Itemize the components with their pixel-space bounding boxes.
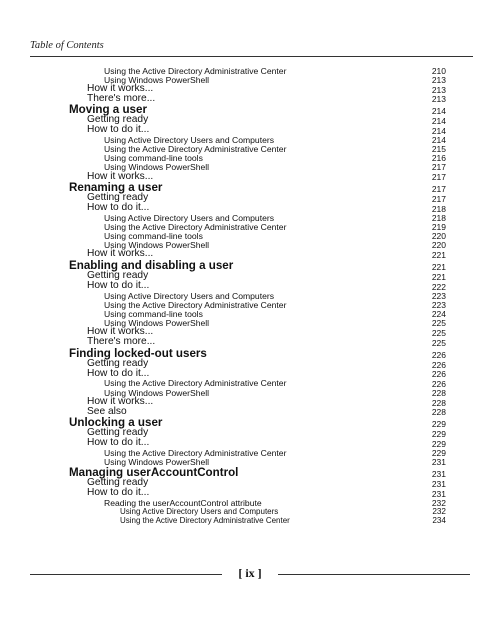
toc-entry[interactable] [0,145,500,154]
toc-entry-page: 225 [431,318,446,329]
toc-entry[interactable] [0,116,500,126]
toc-entry[interactable] [0,204,500,214]
toc-entry[interactable] [0,260,500,272]
toc-entry-page: 221 [431,261,446,272]
toc-entry-page: 213 [431,84,446,95]
toc-entry-title: Using the Active Directory Administrative Center [104,299,287,310]
toc-entry-title: How it works... [87,170,154,182]
toc-entry-title: Getting ready [87,114,149,126]
toc-entry-page: 231 [431,469,446,479]
toc-entry[interactable] [0,163,500,172]
toc-entry-page: 217 [431,162,446,173]
toc-entry[interactable] [0,388,500,397]
toc-entry-title: Using Windows PowerShell [104,457,210,468]
toc-entry[interactable] [0,291,500,300]
toc-entry[interactable] [0,449,500,458]
toc-entry-title: Getting ready [87,192,149,204]
toc-entry-title: Moving a user [69,103,147,117]
toc-entry[interactable] [0,397,500,407]
toc-entry[interactable] [0,222,500,231]
toc-entry-page: 214 [431,116,446,127]
toc-entry-title: There's more... [87,336,156,348]
toc-entry-page: 217 [431,172,446,183]
toc-entry-page: 219 [431,222,446,233]
toc-entry-page: 232 [432,507,446,517]
toc-entry-page: 225 [431,328,446,338]
toc-entry[interactable] [0,154,500,163]
toc-entry[interactable] [0,516,500,525]
toc-entry-title: Using the Active Directory Administrative Center [104,221,287,232]
toc-entry-page: 229 [431,448,446,459]
toc-entry-title: Using Windows PowerShell [104,387,210,398]
toc-entry[interactable] [0,104,500,116]
toc-entry-title: How it works... [87,326,154,338]
footer-rule-right [278,574,470,575]
toc-entry-page: 213 [431,94,446,105]
toc-entry-page: 231 [431,457,446,468]
toc-entry[interactable] [0,75,500,84]
toc-entry[interactable] [0,359,500,369]
toc-entry-page: 217 [431,194,446,204]
toc-entry-title: How to do it... [87,367,150,379]
toc-entry[interactable] [0,498,500,507]
toc-entry[interactable] [0,467,500,479]
toc-entry-page: 228 [431,397,446,408]
toc-entry[interactable] [0,66,500,75]
toc-entry-title: How to do it... [87,202,150,214]
toc-entry-page: 210 [431,65,446,76]
toc-entry[interactable] [0,281,500,291]
toc-entry-title: Using Windows PowerShell [104,240,210,251]
toc-entry[interactable] [0,319,500,328]
page-number: [ ix ] [238,566,262,580]
toc-entry[interactable] [0,271,500,281]
toc-entry-page: 223 [431,290,446,301]
toc-entry-page: 225 [431,337,446,348]
toc-entry-title: Using the Active Directory Administrative Center [104,144,287,155]
toc-entry-page: 220 [431,231,446,242]
toc-entry-title: Getting ready [87,427,149,439]
toc-entry-title: Using the Active Directory Administrative Center [104,448,287,459]
toc-entry-page: 224 [431,309,446,320]
toc-entry-page: 213 [431,74,446,85]
toc-entry-title: Unlocking a user [69,416,163,430]
toc-entry-title: Using Windows PowerShell [104,74,210,85]
toc-entry-page: 232 [431,497,446,508]
toc-entry-page: 231 [431,478,446,489]
toc-entry[interactable] [0,338,500,348]
toc-entry-page: 229 [431,419,446,430]
toc-entry-title: Using Windows PowerShell [104,162,210,173]
toc-entry-page: 226 [431,369,446,380]
toc-entry-title: Getting ready [87,270,149,282]
toc-entry-title: Getting ready [87,357,149,369]
toc-list [0,66,500,525]
toc-entry-title: Using Windows PowerShell [104,318,210,329]
toc-entry[interactable] [0,488,500,498]
toc-entry-title: Using Active Directory Users and Computers [104,212,275,223]
toc-entry-title: How to do it... [87,487,150,499]
toc-entry-title: See also [87,405,127,417]
toc-entry-page: 223 [431,299,446,310]
toc-entry-page: 217 [431,184,446,195]
toc-entry-title: How to do it... [87,124,150,136]
toc-entry-title: There's more... [87,92,156,104]
toc-entry-title: Using command-line tools [104,153,203,164]
toc-entry-title: Using command-line tools [104,231,203,242]
page-footer [30,566,470,582]
toc-entry-page: 229 [431,439,446,450]
toc-entry-page: 214 [431,135,446,146]
toc-entry-title: How to do it... [87,437,150,449]
toc-entry[interactable] [0,507,500,516]
toc-entry-page: 218 [431,212,446,223]
toc-entry[interactable] [0,347,500,359]
toc-entry-title: Using Active Directory Users and Computers [104,135,275,146]
toc-entry-title: How it works... [87,395,154,407]
toc-entry[interactable] [0,241,500,250]
toc-entry-title: Using command-line tools [104,308,203,319]
toc-entry-title: Using Active Directory Users and Computers [104,290,275,301]
toc-entry-page: 231 [431,488,446,499]
toc-entry-page: 220 [431,240,446,251]
toc-entry-page: 214 [431,126,446,137]
running-head: Table of Contents [30,40,104,51]
toc-entry[interactable] [0,429,500,439]
toc-entry-title: How to do it... [87,280,150,292]
header-rule [30,56,473,57]
toc-entry-page: 228 [431,407,446,418]
toc-entry-page: 228 [431,387,446,398]
toc-entry[interactable] [0,300,500,309]
toc-entry-title: Managing userAccountControl [69,465,239,479]
toc-entry-page: 226 [431,378,446,389]
toc-entry-title: Enabling and disabling a user [69,258,234,272]
toc-entry-page: 221 [431,250,446,261]
toc-entry-title: How it works... [87,248,154,260]
toc-entry[interactable] [0,182,500,194]
toc-entry[interactable] [0,194,500,204]
toc-entry[interactable] [0,379,500,388]
toc-entry[interactable] [0,328,500,338]
toc-entry-title: Using Active Directory Users and Computers [120,507,279,517]
toc-entry-title: Getting ready [87,477,149,489]
toc-entry-page: 226 [431,349,446,360]
toc-entry[interactable] [0,417,500,429]
toc-entry[interactable] [0,232,500,241]
toc-entry-page: 222 [431,281,446,292]
toc-entry-page: 221 [431,271,446,282]
toc-entry-page: 215 [431,144,446,155]
toc-entry[interactable] [0,309,500,318]
toc-entry-title: Using the Active Directory Administrative Center [104,65,287,76]
toc-entry-title: Reading the userAccountControl attribute [104,497,262,508]
toc-entry-title: Finding locked-out users [69,346,207,360]
toc-entry[interactable] [0,479,500,489]
toc-entry-page: 216 [431,153,446,164]
toc-entry-page: 229 [431,429,446,440]
toc-entry-page: 218 [431,203,446,214]
toc-entry-page: 234 [432,515,446,525]
toc-entry-title: Using the Active Directory Administrative Center [120,516,290,526]
toc-entry-title: Renaming a user [69,181,163,195]
toc-entry-page: 226 [431,359,446,370]
toc-entry[interactable] [0,84,500,94]
toc-entry-title: How it works... [87,82,154,94]
toc-entry-page: 214 [431,106,446,117]
toc-entry-title: Using the Active Directory Administrative Center [104,378,287,389]
